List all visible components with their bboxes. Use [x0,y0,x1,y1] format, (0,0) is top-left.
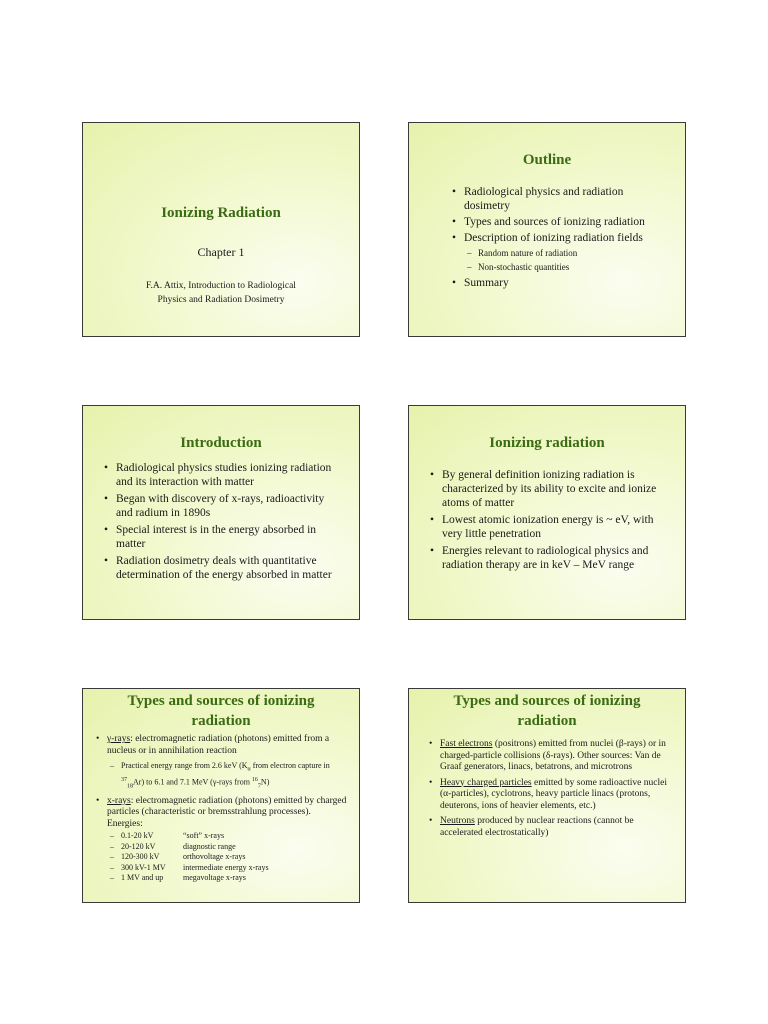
term-neutrons: Neutrons [440,816,475,826]
energy-row [121,863,347,874]
slide-heading-line: radiation [517,713,577,729]
bullet-text: Description of ionizing radiation fields [464,232,643,244]
bullet-item: • Radiation dosimetry deals with quantitative determination of the energy absorbed in matter [116,554,341,582]
term-fast-electrons: Fast electrons [440,739,493,749]
bullet-text: : electromagnetic radiation (photons) emitted from a nucleus or in annihilation reaction [107,734,330,756]
bullet-item: • Special interest is in the energy absorbed in matter [116,523,341,551]
bullet-text: : electromagnetic radiation (photons) emitted by charged particles (characteristic or bremsstrahlung processes). Energies: [107,795,347,829]
bullet-text: produced by nuclear reactions (cannot be accelerated electrostatically) [440,816,634,838]
term-heavy-charged-particles: Heavy charged particles [440,777,532,788]
bullet-item: • Began with discovery of x-rays, radioactivity and radium in 1890s [116,492,341,520]
term-gamma-rays: γ-rays [107,734,131,744]
slide-heading [83,691,359,731]
bullet-text: (positrons) emitted from nuclei (β-rays) or in charged-particle collisions (δ-rays). Other sources: Van de Graaf generators, linacs, betatrons, and microtrons [440,739,666,772]
energy-range: – 0.1-20 kV [121,831,154,841]
sub-text: Ar) to 6.1 and 7.1 MeV (γ-rays from [133,777,252,787]
slide-body [107,734,347,888]
bullet-item: • Summary [464,276,667,290]
slide-outline [408,122,686,337]
energy-range: – 20-120 kV [121,841,156,851]
bullet-item [107,796,347,884]
slide-ionizing-radiation [408,405,686,620]
bullet-item: • Radiological physics studies ionizing radiation and its interaction with matter [116,461,341,489]
slide-title [82,122,360,337]
sub-text: Practical energy range from 2.6 keV (K [121,761,248,770]
energy-label: diagnostic range [183,841,236,851]
energy-row [121,873,347,884]
energy-range: – 300 kV-1 MV [121,862,166,872]
slide-types-sources-2 [408,688,686,903]
slide-heading-line: Types and sources of ionizing [127,693,315,709]
sub-bullet-item: – Random nature of radiation [478,246,667,260]
energy-label: “soft” x-rays [183,831,225,841]
bullet-text: emitted by some radioactive nuclei (α-particles), cyclotrons, heavy particle linacs (protons, deuterons, ions of heavier elements, etc.) [440,777,667,811]
bullet-item: • Types and sources of ionizing radiation [464,215,667,229]
chapter-label: Chapter 1 [197,245,245,259]
sub-text: from electron capture in [250,761,330,770]
slide-body [440,739,673,843]
sub-bullet-item [121,761,347,792]
sub-text: N) [260,777,270,787]
bullet-item [440,739,673,774]
bullet-item [464,231,667,274]
slide-introduction [82,405,360,620]
bullet-item: • Radiological physics and radiation dosimetry [464,185,667,213]
subscript: 18 [127,783,133,790]
bullet-item [107,734,347,792]
superscript: 37 [121,777,127,784]
energy-label: intermediate energy x-rays [183,862,269,872]
bullet-item [440,816,673,839]
slide-body [116,461,341,585]
slide-body [442,468,667,575]
bullet-item [440,778,673,813]
slide-heading-line: radiation [191,713,251,729]
reference-line: F.A. Attix, Introduction to Radiological [146,281,296,291]
slide-title-heading: Ionizing Radiation [161,205,281,221]
sub-bullet-item: – Non-stochastic quantities [478,260,667,274]
reference-line: Physics and Radiation Dosimetry [157,295,285,305]
slide-body [464,185,667,292]
energy-row [121,831,347,842]
slide-heading [409,691,685,731]
energy-row [121,852,347,863]
slide-heading: Introduction [180,435,262,451]
energy-label: megavoltage x-rays [183,873,246,883]
term-x-rays: x-rays [107,795,131,806]
slide-heading: Ionizing radiation [489,435,605,451]
energy-range: – 1 MV and up [121,873,164,883]
reference-text [103,279,339,307]
bullet-item: • By general definition ionizing radiation is characterized by its ability to excite and ionize atoms of matter [442,468,667,510]
slide-heading-line: Types and sources of ionizing [453,693,641,709]
subscript: α [247,766,251,773]
bullet-item: • Energies relevant to radiological physics and radiation therapy are in keV – MeV range [442,544,667,572]
slide-types-sources-1 [82,688,360,903]
energy-row [121,842,347,853]
subscript: 7 [257,783,261,790]
superscript: 16 [251,777,258,784]
energy-label: orthovoltage x-rays [183,852,246,862]
energy-range: – 120-300 kV [121,852,160,862]
bullet-item: • Lowest atomic ionization energy is ~ eV, with very little penetration [442,513,667,541]
slide-heading: Outline [522,152,572,168]
